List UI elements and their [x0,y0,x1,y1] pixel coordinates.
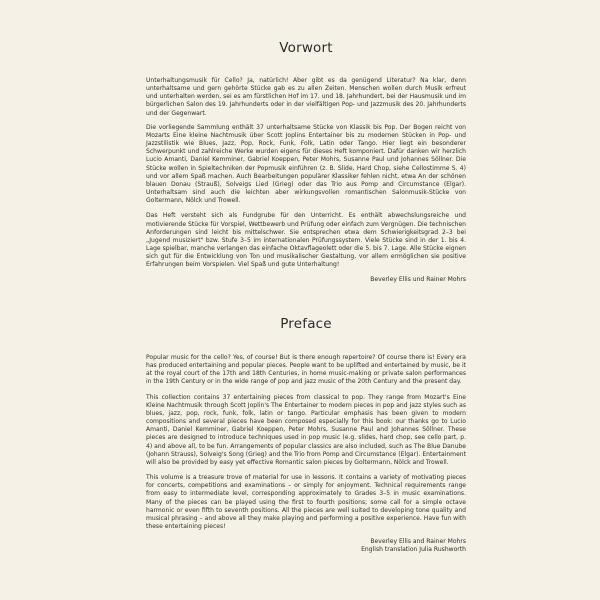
vorwort-section [146,40,466,285]
vorwort-paragraph-2: Die vorliegende Sammlung enthält 37 unterhaltsame Stücke von Klassik bis Pop. Der Bogen reicht von Mozarts Eine kleine Nachtmusik über Scott Joplins Entertainer bis zu modernen Stücken in Pop- und Jazzstilistik wie Blues, Jazz, Pop, Rock, Funk, Folk, Latin oder Tango. Hier liegt ein besonderer Schwerpunkt und zahlreiche Werke wurden eigens für dieses Heft komponiert. Dafür danken wir herzlich Lucio Amanti, Daniel Kemminer, Gabriel Koeppen, Peter Mohrs, Susanne Paul und Johannes Söllner. Die Stücke wollen in Spieltechniken der Popmusik einführen (z. B. Slide, Hard Chop, siehe Cellostimme S. 4) und vor allem Spaß machen. Auch Bearbeitungen populärer Klassiker fehlen nicht, etwa An der schönen blauen Donau (Strauß), Solveigs Lied (Grieg) oder das Trio aus Pomp and Circumstance (Elgar). Unterhaltsam sind auch die leichten aber wirkungsvollen romantischen Salonmusik-Stücke von Goltermann, Nölck und Trowell. [146,123,466,205]
vorwort-signature: Beverley Ellis und Rainer Mohrs [370,276,466,284]
preface-section [146,316,466,554]
preface-paragraph-3: This volume is a treasure trove of material for use in lessons. It contains a variety of motivating pieces for concerts, competitions and examinations – or simply for enjoyment. Technical requirements range from easy to intermediate level, corresponding approximately to Grades 3–5 in music examinations. Many of the pieces can be played using the first to fourth positions; some call for a simple octave harmonic or even fifth to seventh positions. All the pieces are well suited to developing tone quality and musical phrasing – and above all they make playing and performing a positive experience. Have fun with these entertaining pieces! [146,474,466,530]
vorwort-title: Vorwort [279,40,333,56]
vorwort-paragraph-3: Das Heft versteht sich als Fundgrube für den Unterricht. Es enthält abwechslungsreiche und motivierende Stücke für Vorspiel, Wettbewerb und Prüfung oder einfach zum Vergnügen. Die technischen Anforderungen sind leicht bis mittelschwer. Sie entsprechen etwa dem Schwierigkeitsgrad 2–3 bei „Jugend musiziert" bzw. Stufe 3–5 im internationalen Prüfungssystem. Viele Stücke sind in der 1. bis 4. Lage spielbar, manche verlangen das einfache Oktavflageolett oder die 5. bis 7. Lage. Alle Stücke eignen sich gut für die Entwicklung von Ton und musikalischer Gestaltung, vor allem ermöglichen sie positive Erfahrungen beim Vorspielen. Viel Spaß und gute Unterhaltung! [146,212,466,269]
preface-signature: Beverley Ellis and Rainer Mohrs [370,538,466,546]
preface-paragraph-2: This collection contains 37 entertaining pieces from classical to pop. They range from Mozart's Eine Kleine Nachtmusik through Scott Joplin's The Entertainer to modern pieces in pop and jazz styles such as blues, jazz, pop, rock, funk, folk, latin or tango. Particular emphasis has been given to modern compositions and several pieces have been composed especially for this book: our thanks go to Lucio Amanti, Daniel Kemminer, Gabriel Koeppen, Peter Mohrs, Susanne Paul and Johannes Söllner. These pieces are designed to introduce techniques used in pop music (e.g. slides, hard chop, see cello part, p. 4) and above all, to be fun. Arrangements of popular classics are also included, such as The Blue Danube (Johann Strauss), Solveig's Song (Grieg) and the Trio from Pomp and Circumstance (Elgar). Entertainment will also be provided by easy yet effective Romantic salon pieces by Goltermann, Nölck and Trowell. [146,393,466,466]
vorwort-paragraph-1: Unterhaltungsmusik für Cello? Ja, natürlich! Aber gibt es da genügend Literatur? Na klar, denn unterhaltsame und gern gehörte Stücke gab es zu allen Zeiten. Menschen wollen durch Musik erfreut und unterhalten werden, sei es am fürstlichen Hof im 17. und 18. Jahrhundert, bei der Hausmusik und im bürgerlichen Salon des 19. Jahrhunderts oder in der vielfältigen Pop- und Jazzmusik des 20. Jahrhunderts und der Gegenwart. [146,77,466,117]
preface-title: Preface [280,316,332,332]
preface-paragraph-1: Popular music for the cello? Yes, of course! But is there enough repertoire? Of course there is! Every era has produced entertaining and popular pieces. People want to be uplifted and entertained by music, be it at the royal court of the 17th and 18th Centuries, in home music-making or private salon performances in the 19th Century or in the wide range of pop and jazz music of the 20th Century and the present day. [146,354,466,386]
translation-credit: English translation Julia Rushworth [361,546,466,554]
